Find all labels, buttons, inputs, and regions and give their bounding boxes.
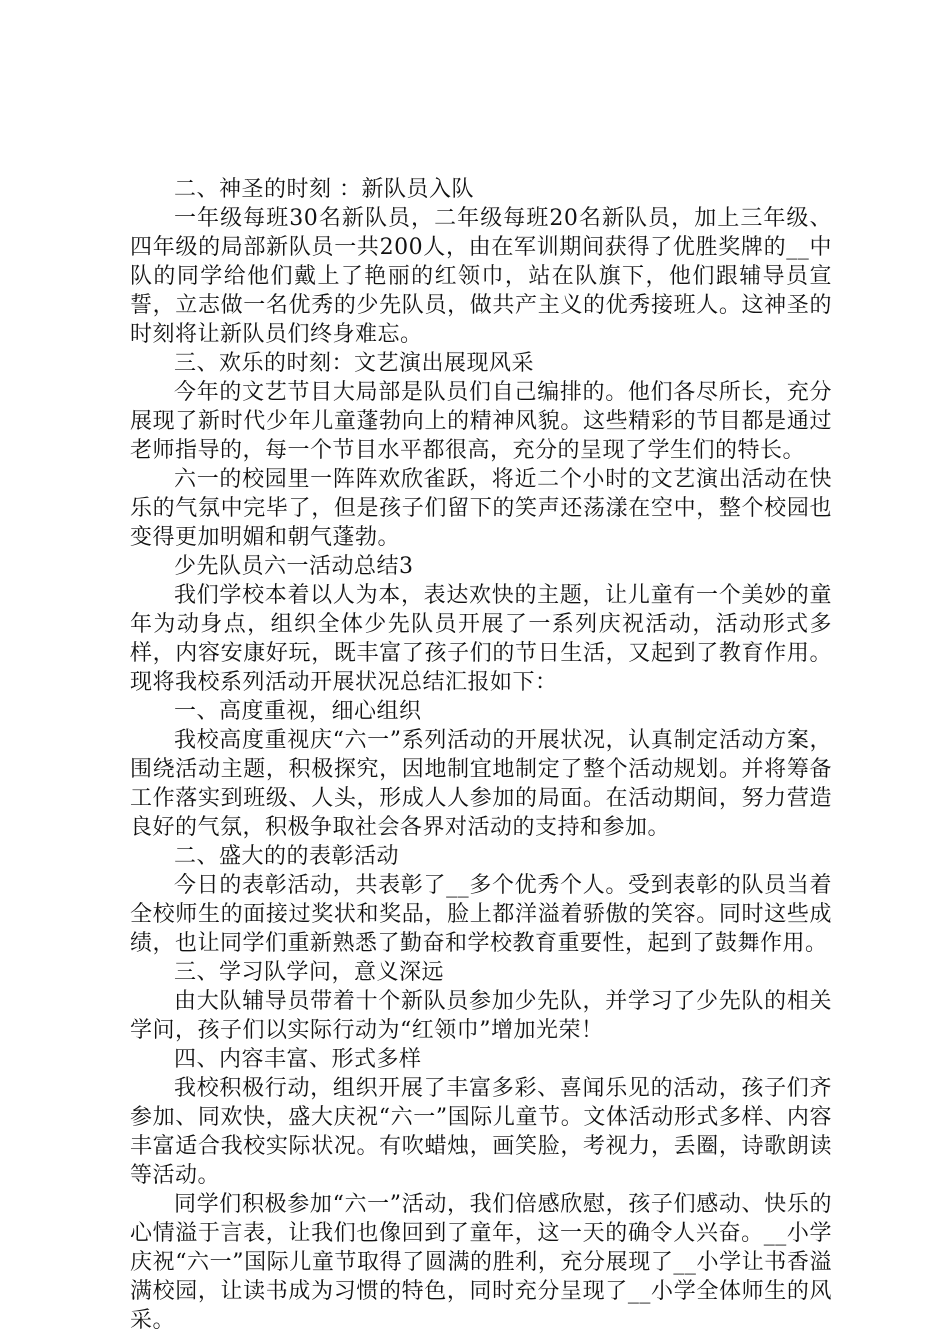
section-heading: 四、内容丰富、形式多样 [174,1047,422,1072]
section-heading: 三、欢乐的时刻：文艺演出展现风采 [174,351,535,376]
paragraph: 今日的表彰活动，共表彰了__多个优秀个人。受到表彰的队员当着全校师生的面接过奖状和奖品，脸上都洋溢着骄傲的笑容。同时这些成绩，也让同学们重新熟悉了勤奋和学校教育重要性，起到了鼓舞作用。 [130,873,832,956]
section-heading: 一、高度重视，细心组织 [174,699,422,724]
paragraph: 由大队辅导员带着十个新队员参加少先队，并学习了少先队的相关学问，孩子们以实际行动为“红领巾”增加光荣！ [130,989,832,1043]
paragraph: 六一的校园里一阵阵欢欣雀跃，将近二个小时的文艺演出活动在快乐的气氛中完毕了，但是孩子们留下的笑声还荡漾在空中，整个校园也变得更加明媚和朝气蓬勃。 [130,467,832,550]
paragraph: 我们学校本着以人为本，表达欢快的主题，让儿童有一个美妙的童年为动身点，组织全体少先队员开展了一系列庆祝活动，活动形式多样，内容安康好玩，既丰富了孩子们的节日生活，又起到了教育作用。现将我校系列活动开展状况总结汇报如下： [130,583,832,695]
paragraph: 一年级每班30名新队员，二年级每班20名新队员，加上三年级、四年级的局部新队员一共200人，由在军训期间获得了优胜奖牌的__中队的同学给他们戴上了艳丽的红领巾，站在队旗下，他们跟辅导员宣誓，立志做一名优秀的少先队员，做共产主义的优秀接班人。这神圣的时刻将让新队员们终身难忘。 [130,206,832,347]
section-heading: 二、神圣的时刻 ：新队员入队 [174,177,474,202]
paragraph: 我校积极行动，组织开展了丰富多彩、喜闻乐见的活动，孩子们齐参加、同欢快，盛大庆祝“六一”国际儿童节。文体活动形式多样、内容丰富适合我校实际状况。有吹蜡烛，画笑脸，考视力，丢圈，诗歌朗读等活动。 [130,1076,832,1188]
document-body [130,175,832,1335]
paragraph: 同学们积极参加“六一”活动，我们倍感欣慰，孩子们感动、快乐的心情溢于言表，让我们也像回到了童年，这一天的确令人兴奋。__小学庆祝“六一”国际儿童节取得了圆满的胜利，充分展现了__小学让书香溢满校园，让读书成为习惯的特色，同时充分呈现了__小学全体师生的风采。 [130,1192,832,1333]
paragraph: 今年的文艺节目大局部是队员们自己编排的。他们各尽所长，充分展现了新时代少年儿童蓬勃向上的精神风貌。这些精彩的节目都是通过老师指导的，每一个节目水平都很高，充分的呈现了学生们的特长。 [130,380,832,463]
section-heading: 二、盛大的的表彰活动 [174,844,400,869]
section-heading: 三、学习队学问，意义深远 [174,960,445,985]
paragraph: 我校高度重视庆“六一”系列活动的开展状况，认真制定活动方案，围绕活动主题，积极探究，因地制宜地制定了整个活动规划。并将筹备工作落实到班级、人头，形成人人参加的局面。在活动期间，努力营造良好的气氛，积极争取社会各界对活动的支持和参加。 [130,728,832,840]
document-subtitle: 少先队员六一活动总结3 [174,554,414,579]
